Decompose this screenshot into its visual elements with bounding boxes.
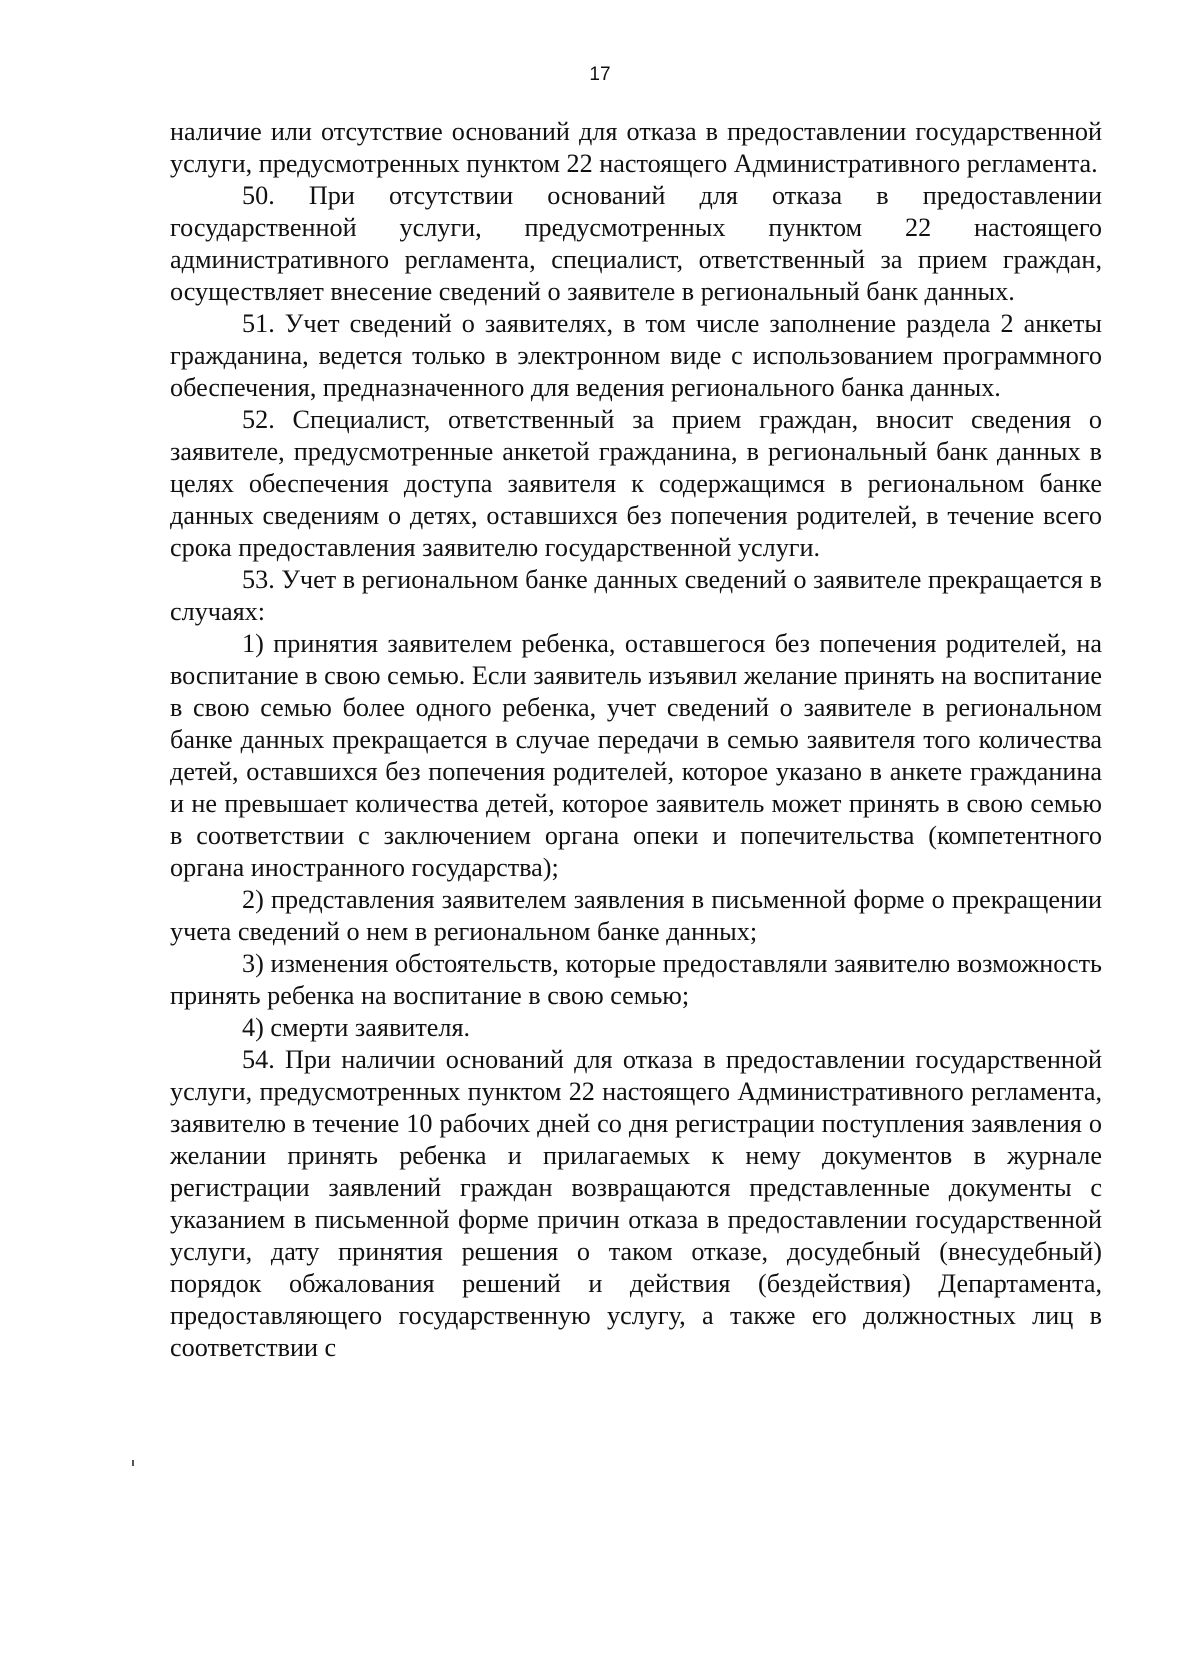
paragraph-53-item-2: 2) представления заявителем заявления в письменной форме о прекращении учета сведений о нем в региональном банке данных; (170, 885, 1102, 946)
scan-artifact (132, 1460, 134, 1466)
paragraph-53-item-1: 1) принятия заявителем ребенка, оставшегося без попечения родителей, на воспитание в свою семью. Если заявитель изъявил желание принять на воспитание в свою семью более одного ребенка, учет сведений о заявителе в региональном банке данных прекращается в случае передачи в семью заявителя того количества детей, оставшихся без попечения родителей, которое указано в анкете гражданина и не превышает количества детей, которое заявитель может принять в свою семью в соответствии с заключением органа опеки и попечительства (компетентного органа иностранного государства); (170, 629, 1102, 882)
paragraph-53-item-4: 4) смерти заявителя. (242, 1013, 471, 1042)
paragraph-continuation: наличие или отсутствие оснований для отказа в предоставлении государственной услуги, предусмотренных пунктом 22 настоящего Административного регламента. (170, 117, 1102, 178)
paragraph-53: 53. Учет в региональном банке данных сведений о заявителе прекращается в случаях: (170, 565, 1102, 626)
paragraph-52: 52. Специалист, ответственный за прием граждан, вносит сведения о заявителе, предусмотренные анкетой гражданина, в региональный банк данных в целях обеспечения доступа заявителя к содержащимся в региональном банке данных сведениям о детях, оставшихся без попечения родителей, в течение всего срока предоставления заявителю государственной услуги. (170, 405, 1102, 562)
paragraph-51: 51. Учет сведений о заявителях, в том числе заполнение раздела 2 анкеты гражданина, ведется только в электронном виде с использованием программного обеспечения, предназначенного для ведения регионального банка данных. (170, 309, 1102, 402)
paragraph-53-item-3: 3) изменения обстоятельств, которые предоставляли заявителю возможность принять ребенка на воспитание в свою семью; (170, 949, 1102, 1010)
document-body (170, 116, 1102, 1364)
page-number: 17 (589, 64, 611, 85)
paragraph-50: 50. При отсутствии оснований для отказа в предоставлении государственной услуги, предусмотренных пунктом 22 настоящего административного регламента, специалист, ответственный за прием граждан, осуществляет внесение сведений о заявителе в региональный банк данных. (170, 181, 1102, 306)
paragraph-54: 54. При наличии оснований для отказа в предоставлении государственной услуги, предусмотренных пунктом 22 настоящего Административного регламента, заявителю в течение 10 рабочих дней со дня регистрации поступления заявления о желании принять ребенка и прилагаемых к нему документов в журнале регистрации заявлений граждан возвращаются представленные документы с указанием в письменной форме причин отказа в предоставлении государственной услуги, дату принятия решения о таком отказе, досудебный (внесудебный) порядок обжалования решений и действия (бездействия) Департамента, предоставляющего государственную услугу, а также его должностных лиц в соответствии с (170, 1045, 1102, 1362)
